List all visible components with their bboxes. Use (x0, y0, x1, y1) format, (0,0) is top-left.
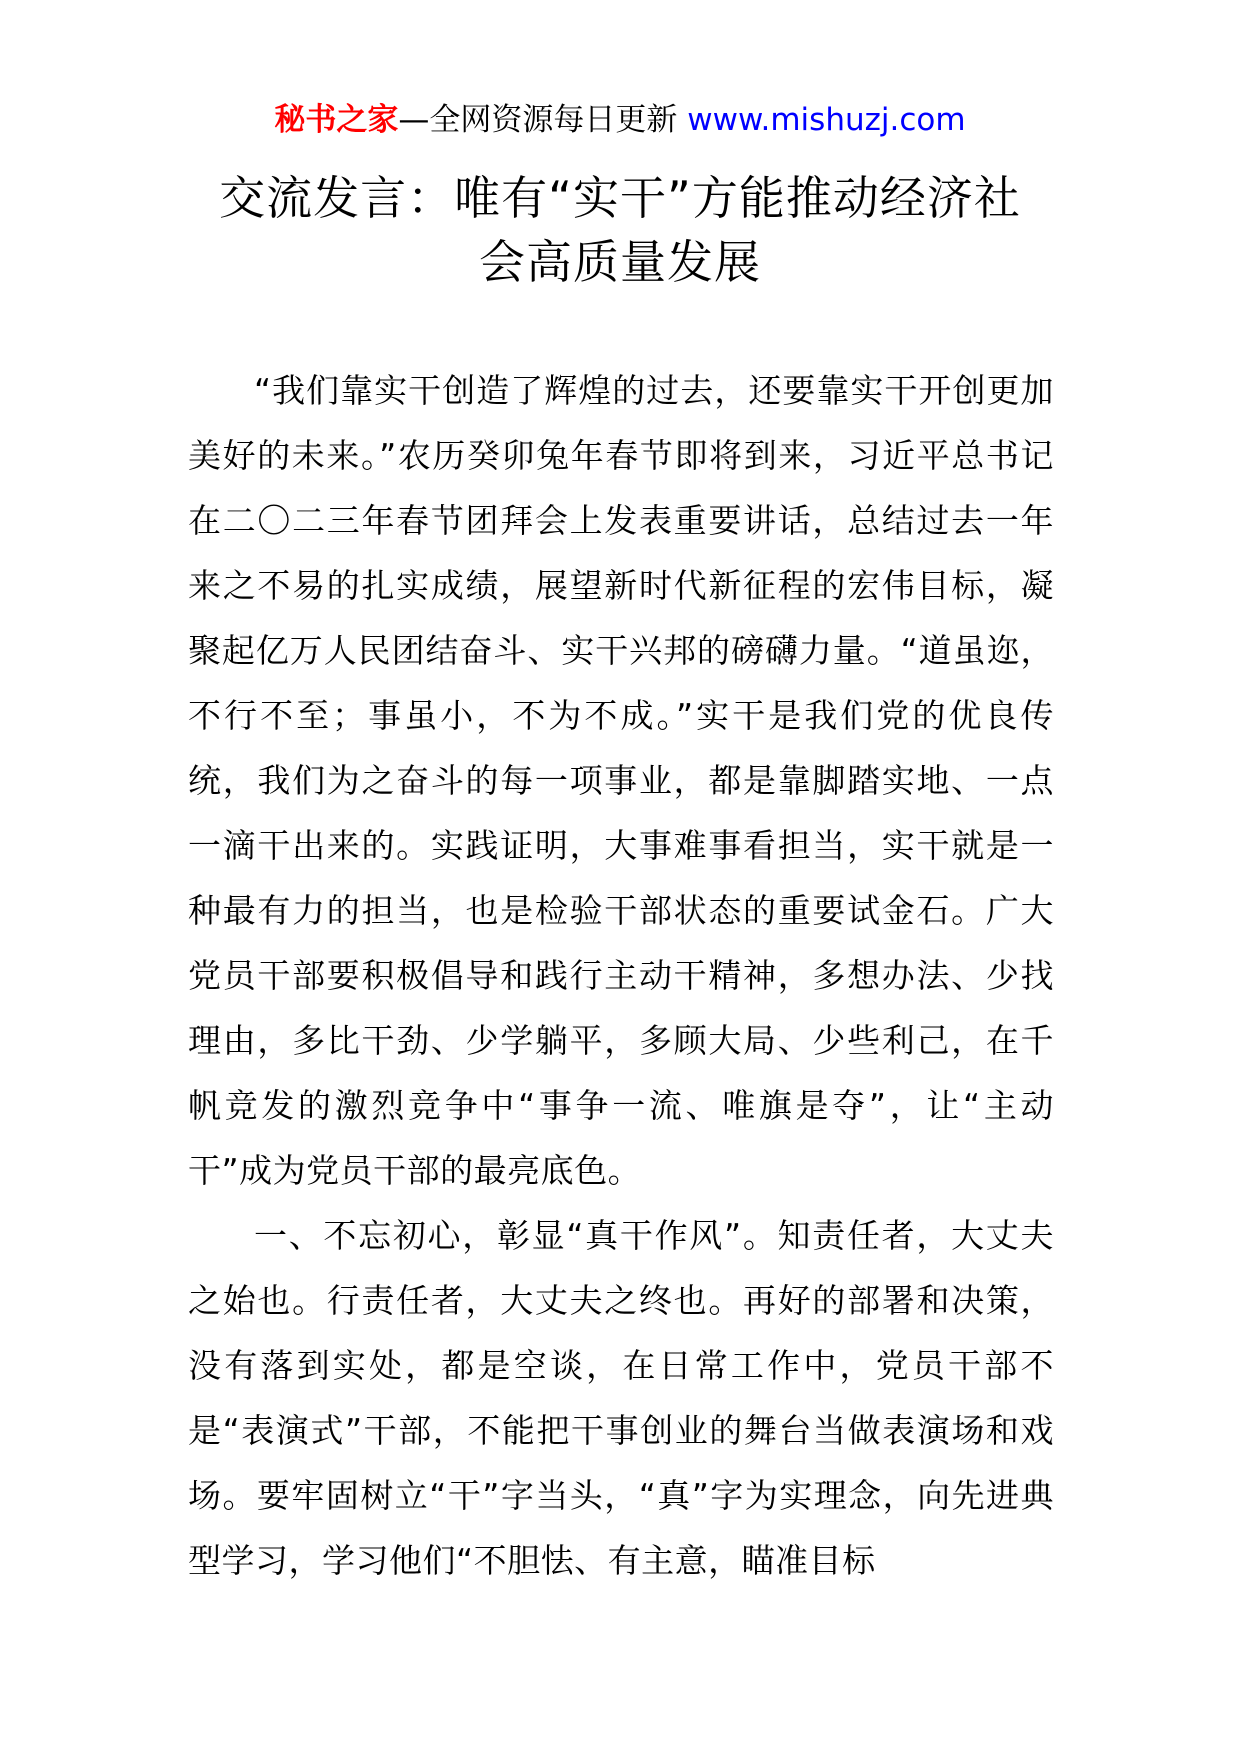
site-url-link[interactable]: www.mishuzj.com (687, 102, 966, 138)
paragraph-intro: “我们靠实干创造了辉煌的过去，还要靠实干开创更加美好的未来。”农历癸卯兔年春节即将到来，习近平总书记在二〇二三年春节团拜会上发表重要讲话，总结过去一年来之不易的扎实成绩，展望新时代新征程的宏伟目标，凝聚起亿万人民团结奋斗、实干兴邦的磅礴力量。“道虽迩，不行不至；事虽小，不为不成。”实干是我们党的优良传统，我们为之奋斗的每一项事业，都是靠脚踏实地、一点一滴干出来的。实践证明，大事难事看担当，实干就是一种最有力的担当，也是检验干部状态的重要试金石。广大党员干部要积极倡导和践行主动干精神，多想办法、少找理由，多比干劲、少学躺平，多顾大局、少些利己，在千帆竞发的激烈竞争中“事争一流、唯旗是夺”，让“主动干”成为党员干部的最亮底色。 (188, 371, 1054, 1190)
document-body (188, 358, 1054, 1593)
header-tagline: —全网资源每日更新 (398, 102, 688, 138)
site-header (0, 100, 1240, 140)
paragraph-section-one: 一、不忘初心，彰显“真干作风”。知责任者，大丈夫之始也。行责任者，大丈夫之终也。再好的部署和决策，没有落到实处，都是空谈，在日常工作中，党员干部不是“表演式”干部，不能把干事创业的舞台当做表演场和戏场。要牢固树立“干”字当头，“真”字为实理念，向先进典型学习，学习他们“不胆怯、有主意，瞄准目标 (188, 1216, 1054, 1580)
title-line-2: 会高质量发展 (479, 235, 761, 289)
document-title (190, 166, 1050, 294)
title-line-1: 交流发言：唯有“实干”方能推动经济社 (219, 171, 1021, 225)
brand-name: 秘书之家 (274, 102, 399, 138)
